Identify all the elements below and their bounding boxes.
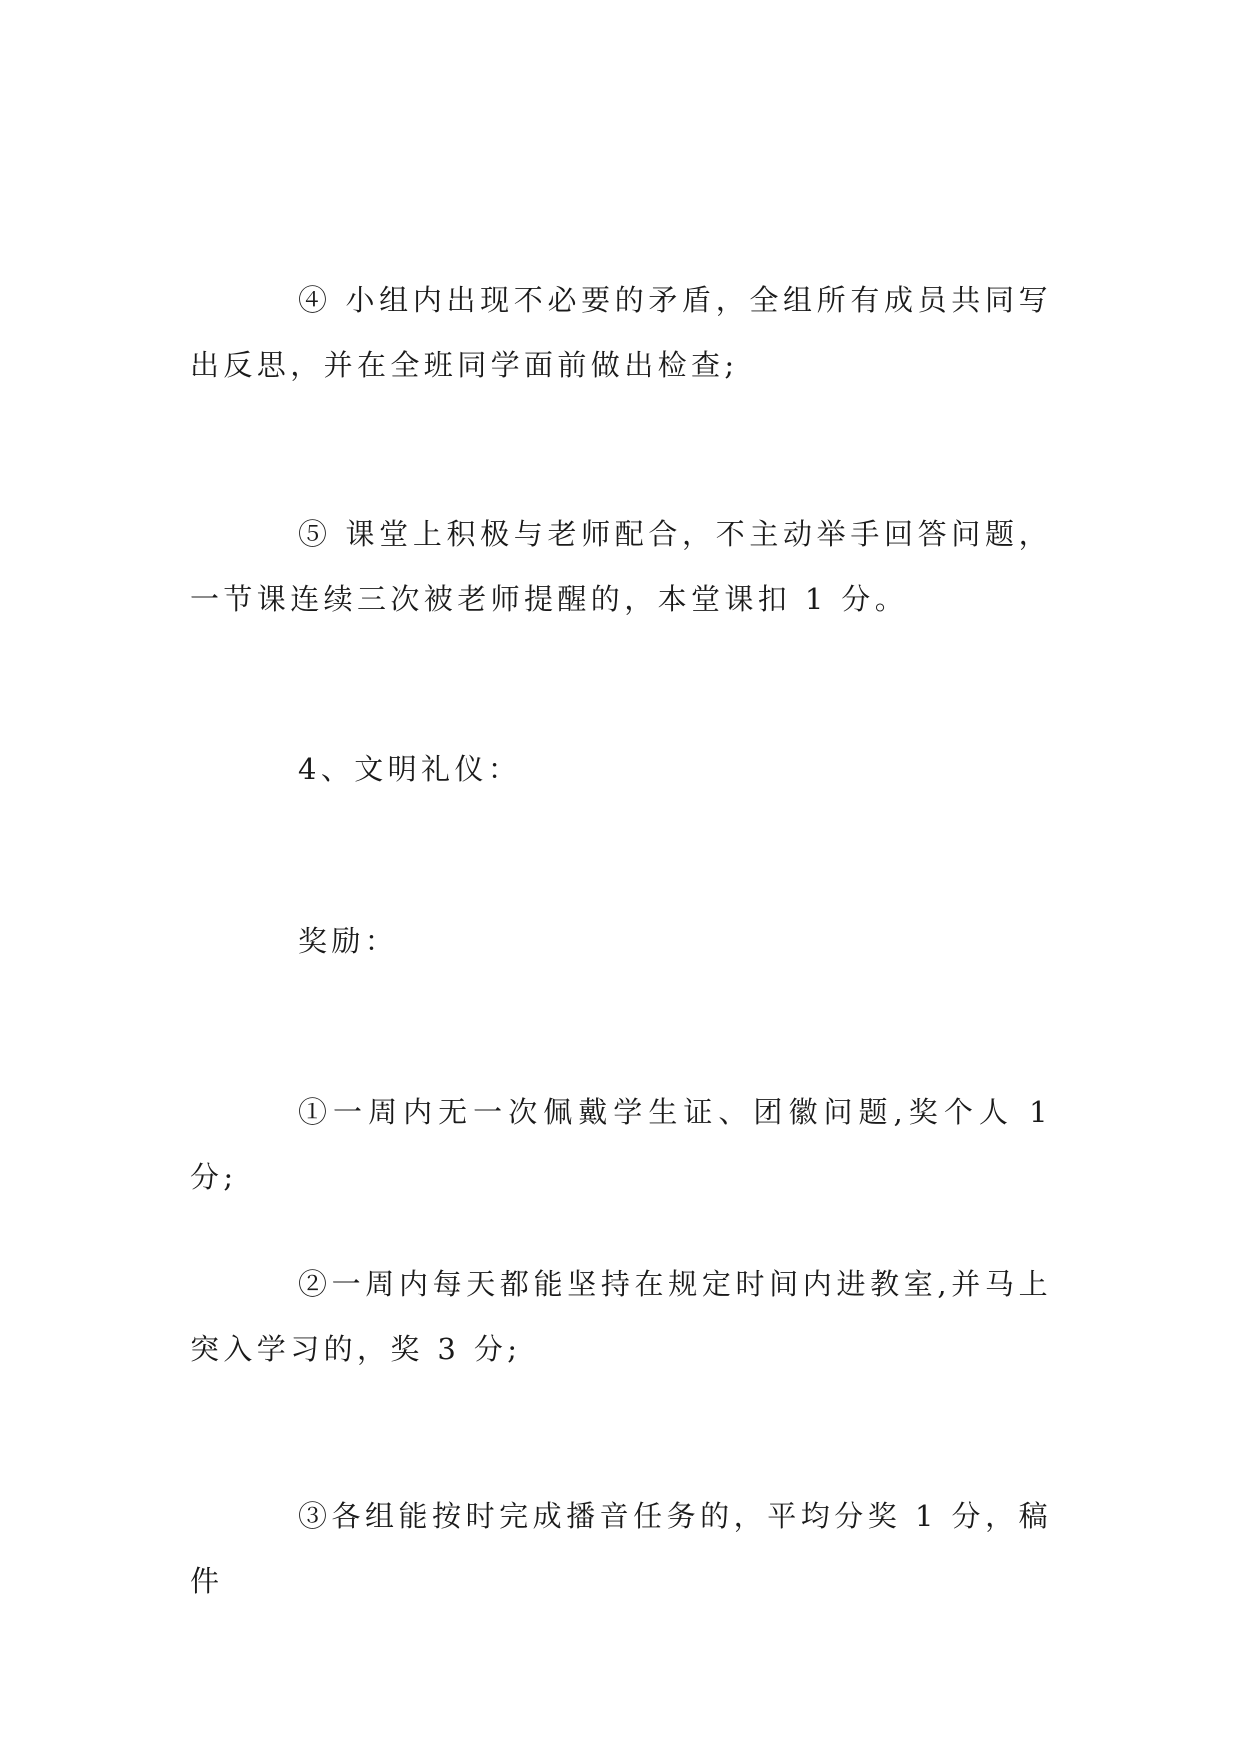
paragraph-conflict-reflection: ④ 小组内出现不必要的矛盾，全组所有成员共同写出反思，并在全班同学面前做出检查; xyxy=(190,283,1052,382)
subheading-rewards: 奖励： xyxy=(298,924,399,958)
paragraph-reward-punctuality: ②一周内每天都能坚持在规定时间内进教室,并马上突入学习的，奖 3 分; xyxy=(190,1267,1052,1366)
paragraph-reward-badge: ①一周内无一次佩戴学生证、团徽问题,奖个人 1 分; xyxy=(190,1095,1052,1194)
paragraph-classroom-cooperation: ⑤ 课堂上积极与老师配合，不主动举手回答问题，一节课连续三次被老师提醒的，本堂课扣 1 分。 xyxy=(190,517,1052,616)
section-heading-etiquette: 4、文明礼仪： xyxy=(298,752,522,786)
paragraph-reward-broadcast: ③各组能按时完成播音任务的，平均分奖 1 分，稿件 xyxy=(190,1499,1052,1598)
